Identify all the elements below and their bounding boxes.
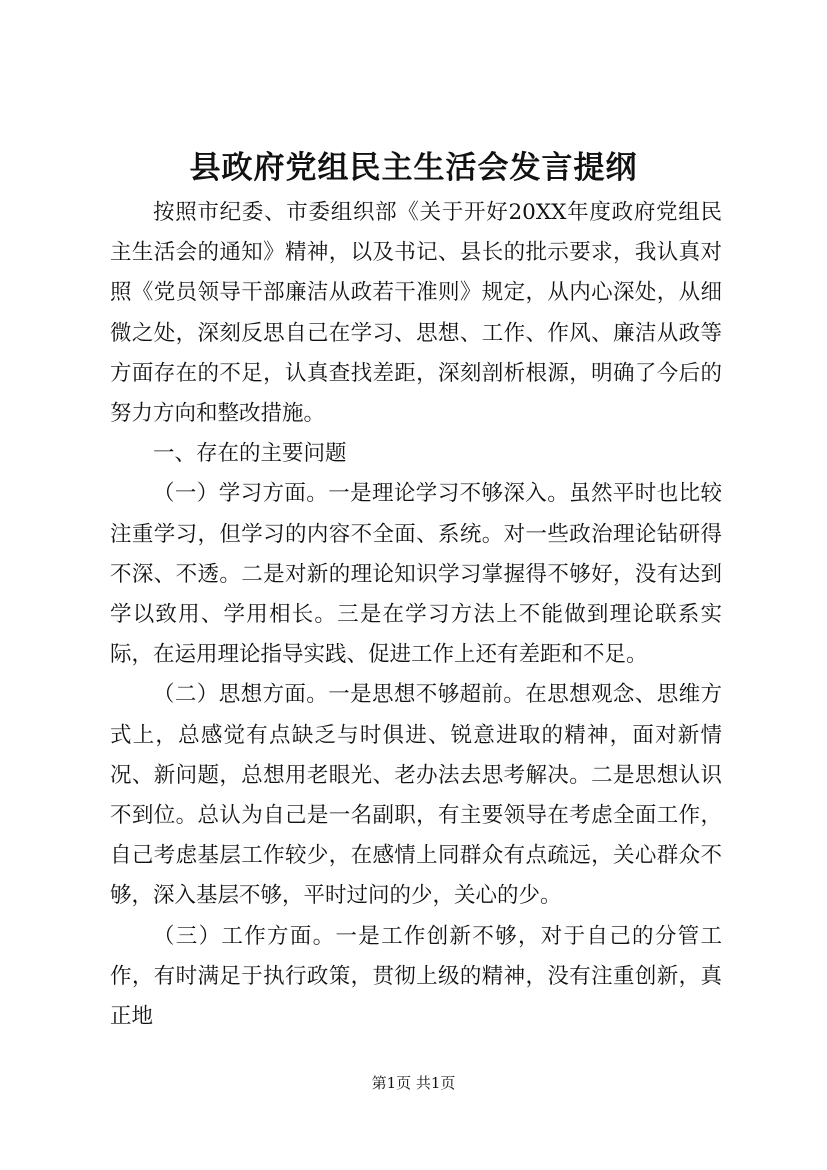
page-footer: 第1页 共1页 (371, 1074, 456, 1092)
intro-paragraph: 按照市纪委、市委组织部《关于开好20XX年度政府党组民主生活会的通知》精神，以及书记、县长的批示要求，我认真对照《党员领导干部廉洁从政若干准则》规定，从内心深处，从细微之处，深刻反思自己在学习、思想、工作、作风、廉洁从政等方面存在的不足，认真查找差距，深刻剖析根源，明确了今后的努力方向和整改措施。 (110, 200, 722, 427)
document-title: 县政府党组民主生活会发言提纲 (189, 150, 638, 186)
study-paragraph: （一）学习方面。一是理论学习不够深入。虽然平时也比较注重学习，但学习的内容不全面、系统。对一些政治理论钻研得不深、不透。二是对新的理论知识学习掌握得不够好，没有达到学以致用、学用相长。三是在学习方法上不能做到理论联系实际，在运用理论指导实践、促进工作上还有差距和不足。 (110, 481, 722, 668)
document-body (110, 193, 722, 1037)
work-paragraph: （三）工作方面。一是工作创新不够，对于自己的分管工作，有时满足于执行政策，贯彻上级的精神，没有注重创新，真正地 (110, 923, 722, 1030)
thought-paragraph: （二）思想方面。一是思想不够超前。在思想观念、思维方式上，总感觉有点缺乏与时俱进、锐意进取的精神，面对新情况、新问题，总想用老眼光、老办法去思考解决。二是思想认识不到位。总认为自己是一名副职，有主要领导在考虑全面工作，自己考虑基层工作较少，在感情上同群众有点疏远，关心群众不够，深入基层不够，平时过问的少，关心的少。 (110, 682, 722, 909)
section-heading-problems: 一、存在的主要问题 (153, 441, 347, 467)
